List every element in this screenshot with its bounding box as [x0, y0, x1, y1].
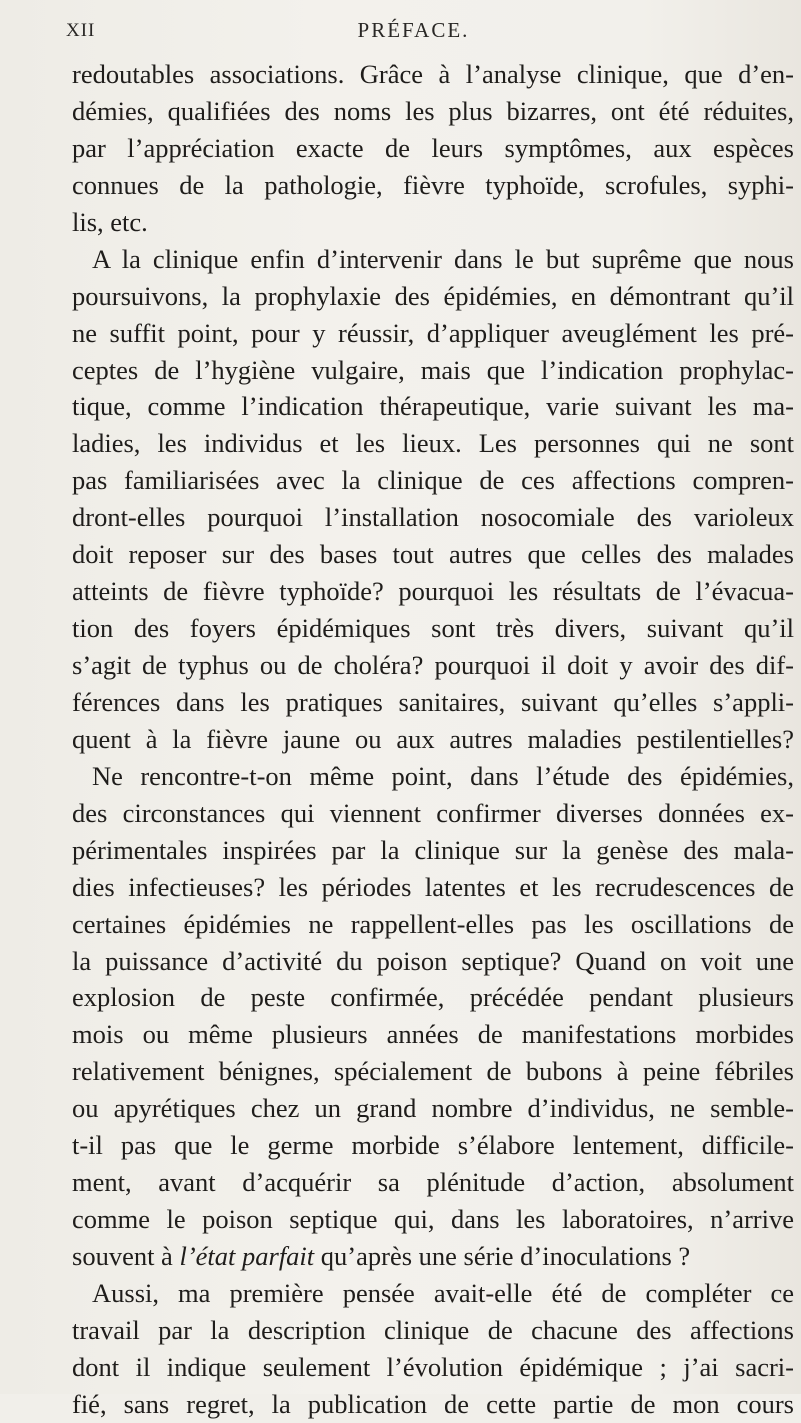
- text-line: ment, avant d’acquérir sa plénitude d’action, absolument: [72, 1167, 794, 1198]
- text-segment: qu’après une série d’inoculations ?: [314, 1241, 691, 1271]
- text-line: Ne rencontre-t-on même point, dans l’étude des épidémies,: [92, 760, 794, 791]
- text-line: explosion de peste confirmée, précédée pendant plusieurs: [72, 982, 794, 1013]
- text-line: doit reposer sur des bases tout autres que celles des malades: [72, 539, 794, 570]
- text-line: ou apyrétiques chez un grand nombre d’individus, ne semble-: [72, 1093, 794, 1124]
- text-line: pas familiarisées avec la clinique de ces affections compren-: [72, 465, 794, 496]
- text-line: ne suffit point, pour y réussir, d’appliquer aveuglément les pré-: [72, 317, 794, 348]
- text-line: par l’appréciation exacte de leurs symptômes, aux espèces: [72, 132, 794, 163]
- text-line: fié, sans regret, la publication de cette partie de mon cours: [72, 1388, 794, 1419]
- page-header: [66, 14, 761, 48]
- page-number: XII: [66, 20, 96, 41]
- text-line: connues de la pathologie, fièvre typhoïde, scrofules, syphi-: [72, 169, 794, 200]
- text-line: des circonstances qui viennent confirmer diverses données ex-: [72, 797, 794, 828]
- text-line: dies infectieuses? les périodes latentes et les recrudescences de: [72, 871, 794, 902]
- text-line: [72, 1238, 794, 1275]
- text-line: relativement bénignes, spécialement de bubons à peine fébriles: [72, 1056, 794, 1087]
- text-line: redoutables associations. Grâce à l’analyse clinique, que d’en-: [72, 59, 794, 89]
- running-head: PRÉFACE.: [357, 18, 470, 42]
- body-text: [72, 56, 794, 1423]
- text-line: démies, qualifiées des noms les plus bizarres, ont été réduites,: [72, 95, 794, 126]
- text-line: comme le poison septique qui, dans les laboratoires, n’arrive: [72, 1204, 794, 1235]
- text-line: ladies, les individus et les lieux. Les personnes qui ne sont: [72, 428, 794, 459]
- text-line: quent à la fièvre jaune ou aux autres maladies pestilentielles?: [72, 723, 794, 754]
- text-line: A la clinique enfin d’intervenir dans le but suprême que nous: [92, 243, 794, 274]
- text-line: dront-elles pourquoi l’installation nosocomiale des varioleux: [72, 502, 794, 533]
- text-line: lis, etc.: [72, 206, 148, 237]
- text-line: travail par la description clinique de chacune des affections: [72, 1314, 794, 1345]
- text-line: poursuivons, la prophylaxie des épidémies, en démontrant qu’il: [72, 280, 794, 311]
- text-line: atteints de fièvre typhoïde? pourquoi les résultats de l’évacua-: [72, 576, 794, 607]
- text-line: dont il indique seulement l’évolution épidémique ; j’ai sacri-: [72, 1351, 794, 1382]
- text-line: férences dans les pratiques sanitaires, suivant qu’elles s’appli-: [72, 686, 794, 717]
- text-line: certaines épidémies ne rappellent-elles pas les oscillations de: [72, 908, 794, 939]
- text-line: tique, comme l’indication thérapeutique, varie suivant les ma-: [72, 391, 794, 422]
- text-line: t-il pas que le germe morbide s’élabore lentement, difficile-: [72, 1130, 794, 1161]
- text-line: ceptes de l’hygiène vulgaire, mais que l’indication prophylac-: [72, 354, 794, 385]
- text-line: périmentales inspirées par la clinique sur la genèse des mala-: [72, 834, 794, 865]
- text-line: la puissance d’activité du poison septique? Quand on voit une: [72, 945, 794, 976]
- text-line: mois ou même plusieurs années de manifestations morbides: [72, 1019, 794, 1050]
- text-segment: souvent à: [72, 1241, 180, 1271]
- italic-phrase: l’état parfait: [179, 1241, 315, 1271]
- text-line: tion des foyers épidémiques sont très divers, suivant qu’il: [72, 613, 794, 644]
- text-line: Aussi, ma première pensée avait-elle été de compléter ce: [92, 1277, 794, 1308]
- text-line: s’agit de typhus ou de choléra? pourquoi il doit y avoir des dif-: [72, 650, 794, 680]
